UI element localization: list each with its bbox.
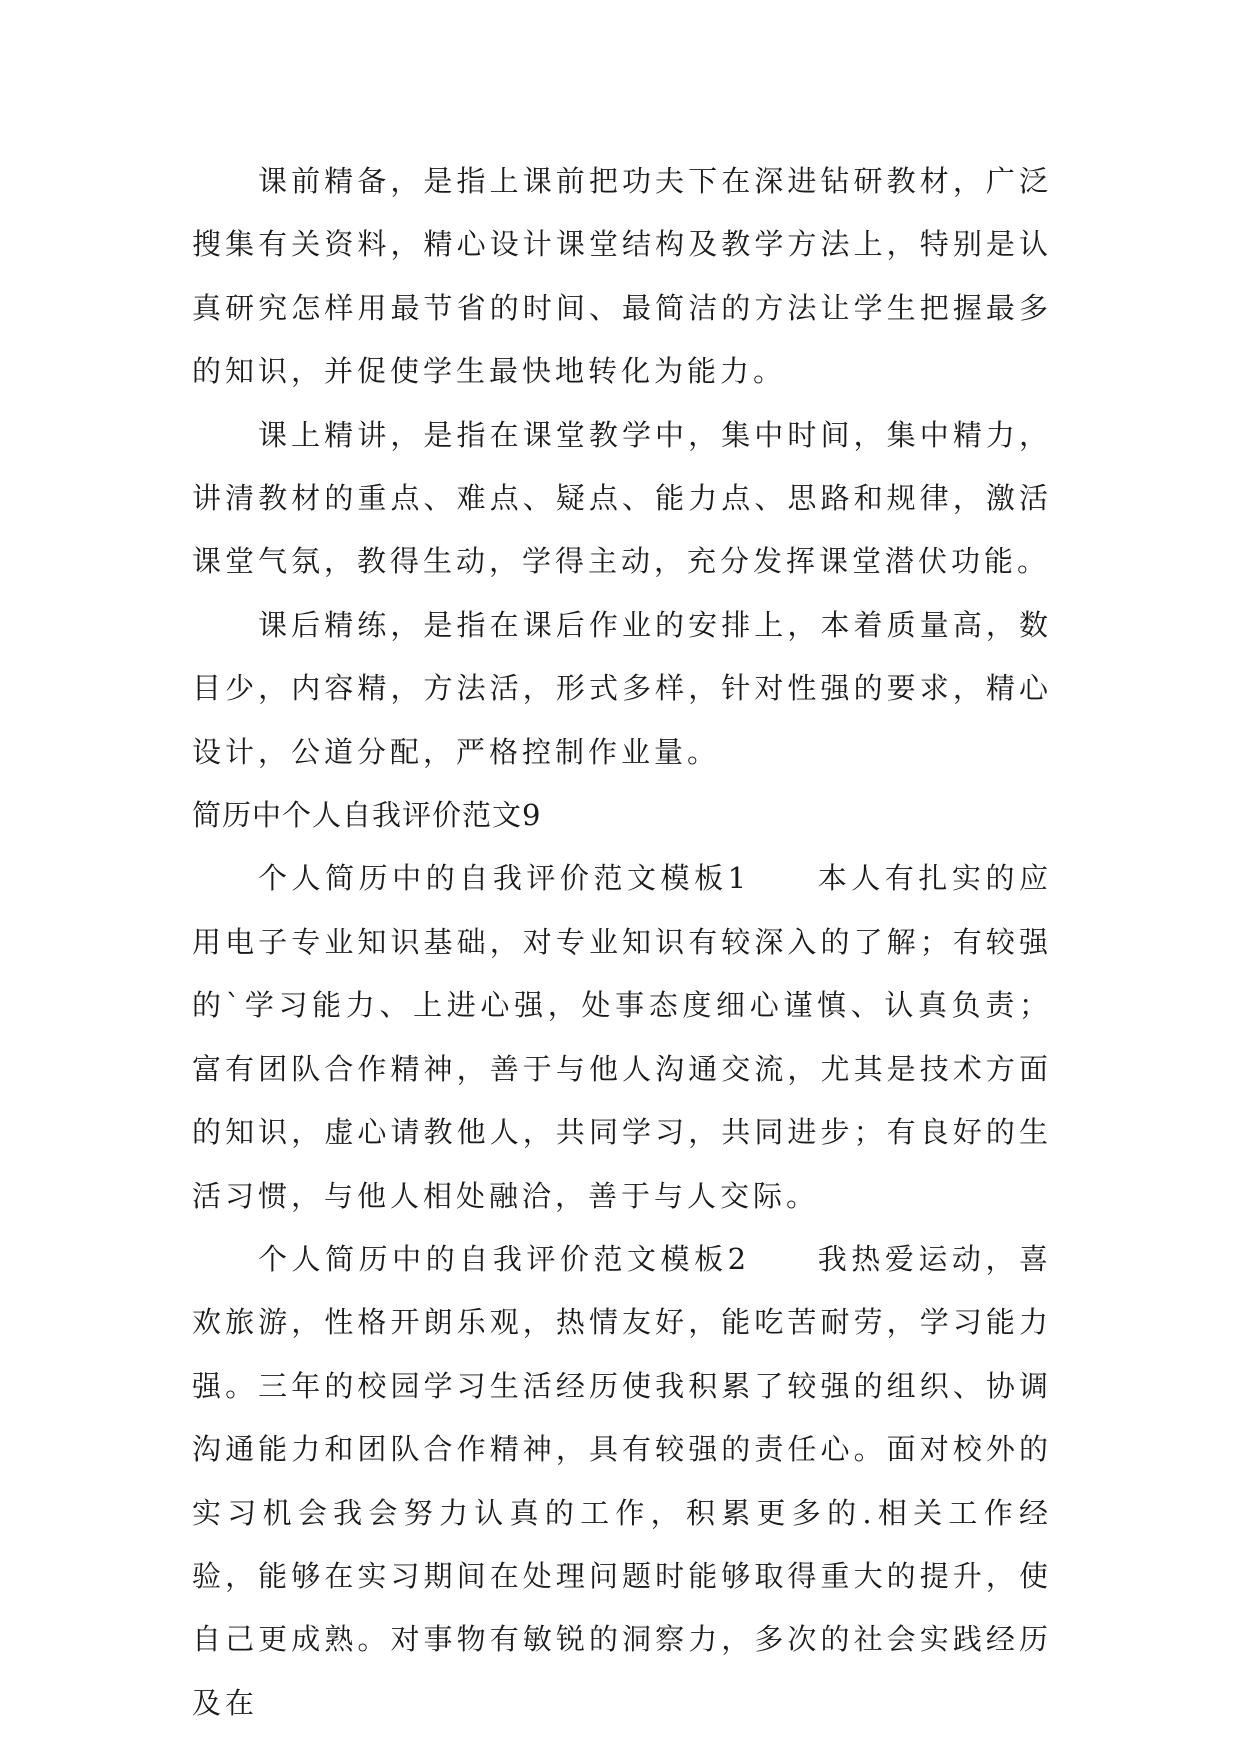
paragraph-lesson-practice: 课后精练，是指在课后作业的安排上，本着质量高，数目少，内容精，方法活，形式多样，针对性强的要求，精心设计，公道分配，严格控制作业量。 [192, 607, 1052, 769]
section-heading: 简历中个人自我评价范文9 [192, 798, 542, 833]
document-page [192, 150, 1052, 1735]
paragraph-lesson-preparation: 课前精备，是指上课前把功夫下在深进钻研教材，广泛搜集有关资料，精心设计课堂结构及教学方法上，特别是认真研究怎样用最节省的时间、最简洁的方法让学生把握最多的知识，并促使学生最快地转化为能力。 [192, 164, 1052, 389]
paragraph-template-2: 个人简历中的自我评价范文模板2 我热爱运动，喜欢旅游，性格开朗乐观，热情友好，能吃苦耐劳，学习能力强。三年的校园学习生活经历使我积累了较强的组织、协调沟通能力和团队合作精神，具有较强的责任心。面对校外的实习机会我会努力认真的工作，积累更多的.相关工作经验，能够在实习期间在处理问题时能够取得重大的提升，使自己更成熟。对事物有敏锐的洞察力，多次的社会实践经历及在 [192, 1241, 1052, 1720]
paragraph-lesson-teaching: 课上精讲，是指在课堂教学中，集中时间，集中精力，讲清教材的重点、难点、疑点、能力点、思路和规律，激活课堂气氛，教得生动，学得主动，充分发挥课堂潜伏功能。 [192, 417, 1052, 579]
paragraph-template-1: 个人简历中的自我评价范文模板1 本人有扎实的应用电子专业知识基础，对专业知识有较深入的了解；有较强的`学习能力、上进心强，处事态度细心谨慎、认真负责；富有团队合作精神，善于与他人沟通交流，尤其是技术方面的知识，虚心请教他人，共同学习，共同进步；有良好的生活习惯，与他人相处融洽，善于与人交际。 [192, 861, 1052, 1213]
